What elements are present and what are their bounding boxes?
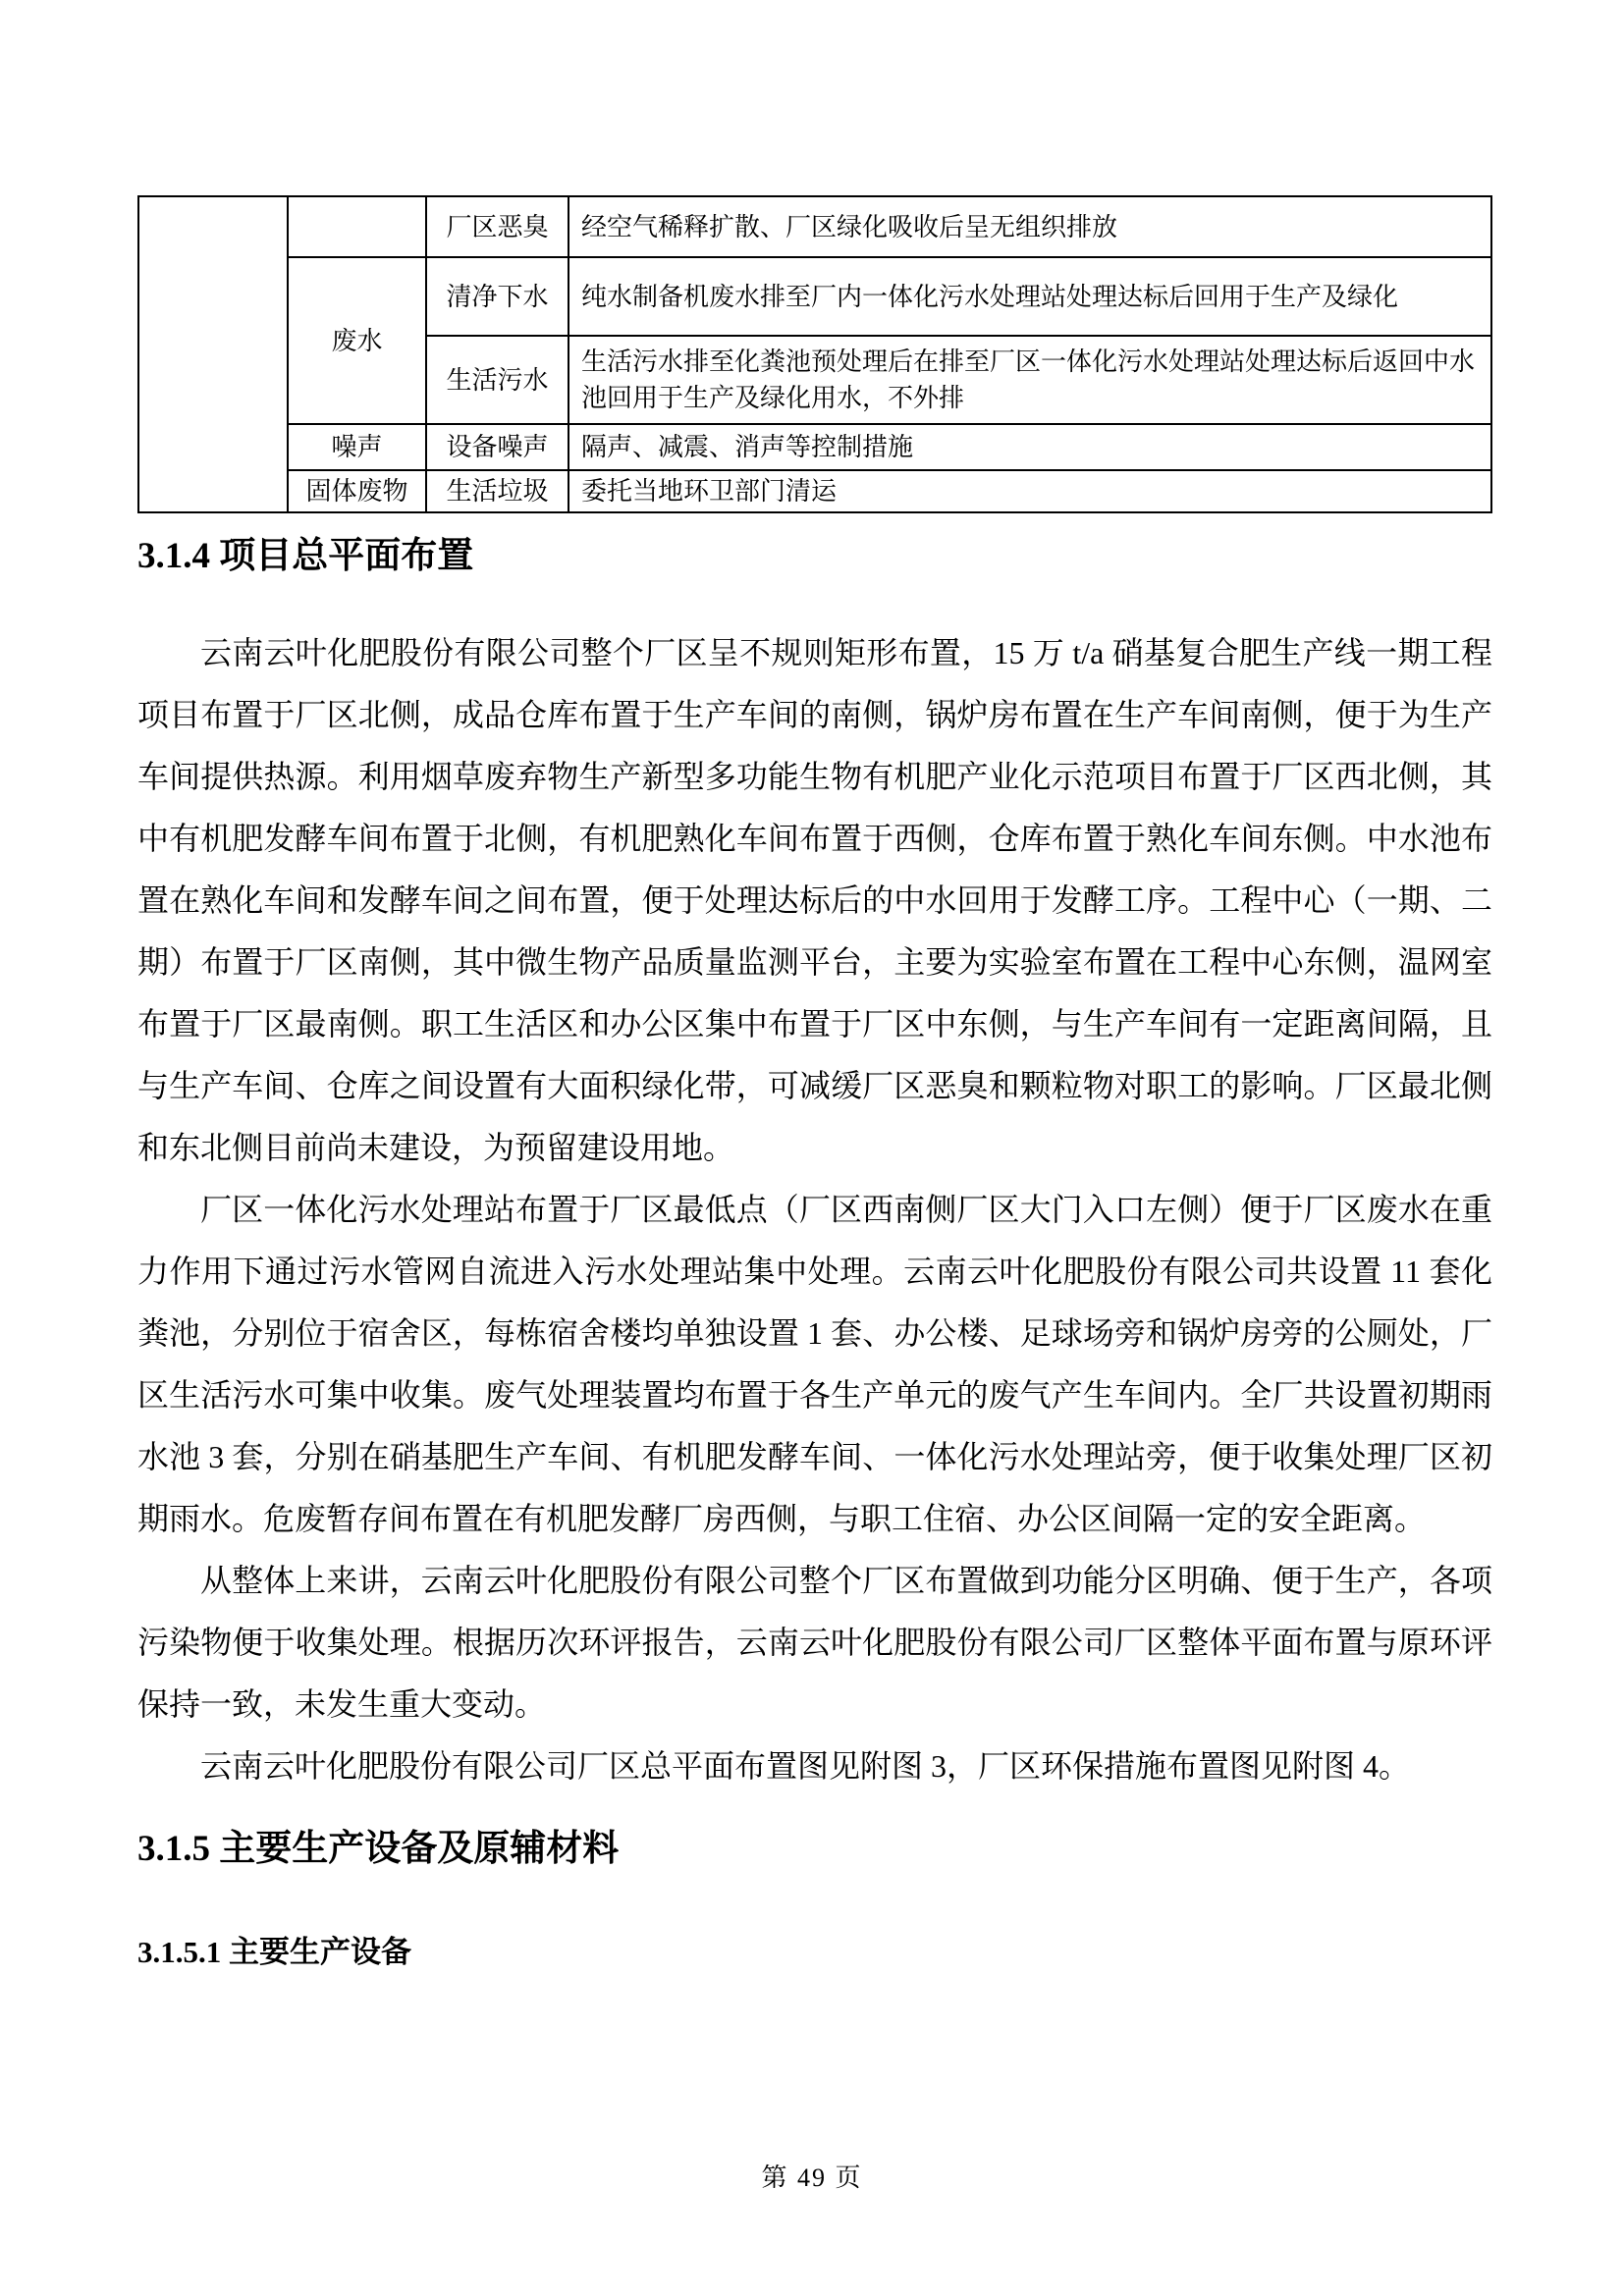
table-row — [138, 424, 1491, 470]
heading-3-1-5: 3.1.5 主要生产设备及原辅材料 — [137, 1829, 620, 1870]
pollution-measures-table — [137, 195, 1492, 513]
table-row — [138, 257, 1491, 336]
category-cell: 噪声 — [288, 424, 426, 470]
category-cell: 固体废物 — [288, 470, 426, 512]
body-paragraph-2: 厂区一体化污水处理站布置于厂区最低点（厂区西南侧厂区大门入口左侧）便于厂区废水在重力作用下通过污水管网自流进入污水处理站集中处理。云南云叶化肥股份有限公司共设置 11 套化粪池，分别位于宿舍区，每栋宿舍楼均单独设置 1 套、办公楼、足球场旁和锅炉房旁的公厕处，厂区生活污水可集中收集。废气处理装置均布置于各生产单元的废气产生车间内。全厂共设置初期雨水池 3 套，分别在硝基肥生产车间、有机肥发酵车间、一体化污水处理站旁，便于收集处理厂区初期雨水。危废暂存间布置在有机肥发酵厂房西侧，与职工住宿、办公区间隔一定的安全距离。 — [137, 1192, 1492, 1537]
category-cell-empty — [288, 196, 426, 257]
item-cell: 清净下水 — [426, 257, 568, 336]
item-cell: 设备噪声 — [426, 424, 568, 470]
table-row — [138, 196, 1491, 257]
measure-cell: 隔声、减震、消声等控制措施 — [568, 424, 1491, 470]
table-row — [138, 470, 1491, 512]
body-paragraph-3: 从整体上来讲，云南云叶化肥股份有限公司整个厂区布置做到功能分区明确、便于生产，各项污染物便于收集处理。根据历次环评报告，云南云叶化肥股份有限公司厂区整体平面布置与原环评保持一致，未发生重大变动。 — [137, 1563, 1492, 1723]
body-paragraph-1: 云南云叶化肥股份有限公司整个厂区呈不规则矩形布置，15 万 t/a 硝基复合肥生产线一期工程项目布置于厂区北侧，成品仓库布置于生产车间的南侧，锅炉房布置在生产车间南侧，便于为生产车间提供热源。利用烟草废弃物生产新型多功能生物有机肥产业化示范项目布置于厂区西北侧，其中有机肥发酵车间布置于北侧，有机肥熟化车间布置于西侧，仓库布置于熟化车间东侧。中水池布置在熟化车间和发酵车间之间布置，便于处理达标后的中水回用于发酵工序。工程中心（一期、二期）布置于厂区南侧，其中微生物产品质量监测平台，主要为实验室布置在工程中心东侧，温网室布置于厂区最南侧。职工生活区和办公区集中布置于厂区中东侧，与生产车间有一定距离间隔，且与生产车间、仓库之间设置有大面积绿化带，可减缓厂区恶臭和颗粒物对职工的影响。厂区最北侧和东北侧目前尚未建设，为预留建设用地。 — [137, 635, 1492, 1166]
measure-cell: 经空气稀释扩散、厂区绿化吸收后呈无组织排放 — [568, 196, 1491, 257]
measure-cell: 纯水制备机废水排至厂内一体化污水处理站处理达标后回用于生产及绿化 — [568, 257, 1491, 336]
page-number: 第 49 页 — [761, 2163, 863, 2192]
body-paragraph-4: 云南云叶化肥股份有限公司厂区总平面布置图见附图 3，厂区环保措施布置图见附图 4。 — [200, 1748, 1411, 1785]
measure-cell: 生活污水排至化粪池预处理后在排至厂区一体化污水处理站处理达标后返回中水池回用于生产及绿化用水，不外排 — [568, 336, 1491, 424]
category-cell: 废水 — [288, 257, 426, 424]
item-cell: 生活垃圾 — [426, 470, 568, 512]
heading-3-1-5-1: 3.1.5.1 主要生产设备 — [137, 1934, 411, 1969]
item-cell: 厂区恶臭 — [426, 196, 568, 257]
item-cell: 生活污水 — [426, 336, 568, 424]
heading-3-1-4: 3.1.4 项目总平面布置 — [137, 536, 474, 576]
left-spanner-cell — [138, 196, 288, 512]
measure-cell: 委托当地环卫部门清运 — [568, 470, 1491, 512]
